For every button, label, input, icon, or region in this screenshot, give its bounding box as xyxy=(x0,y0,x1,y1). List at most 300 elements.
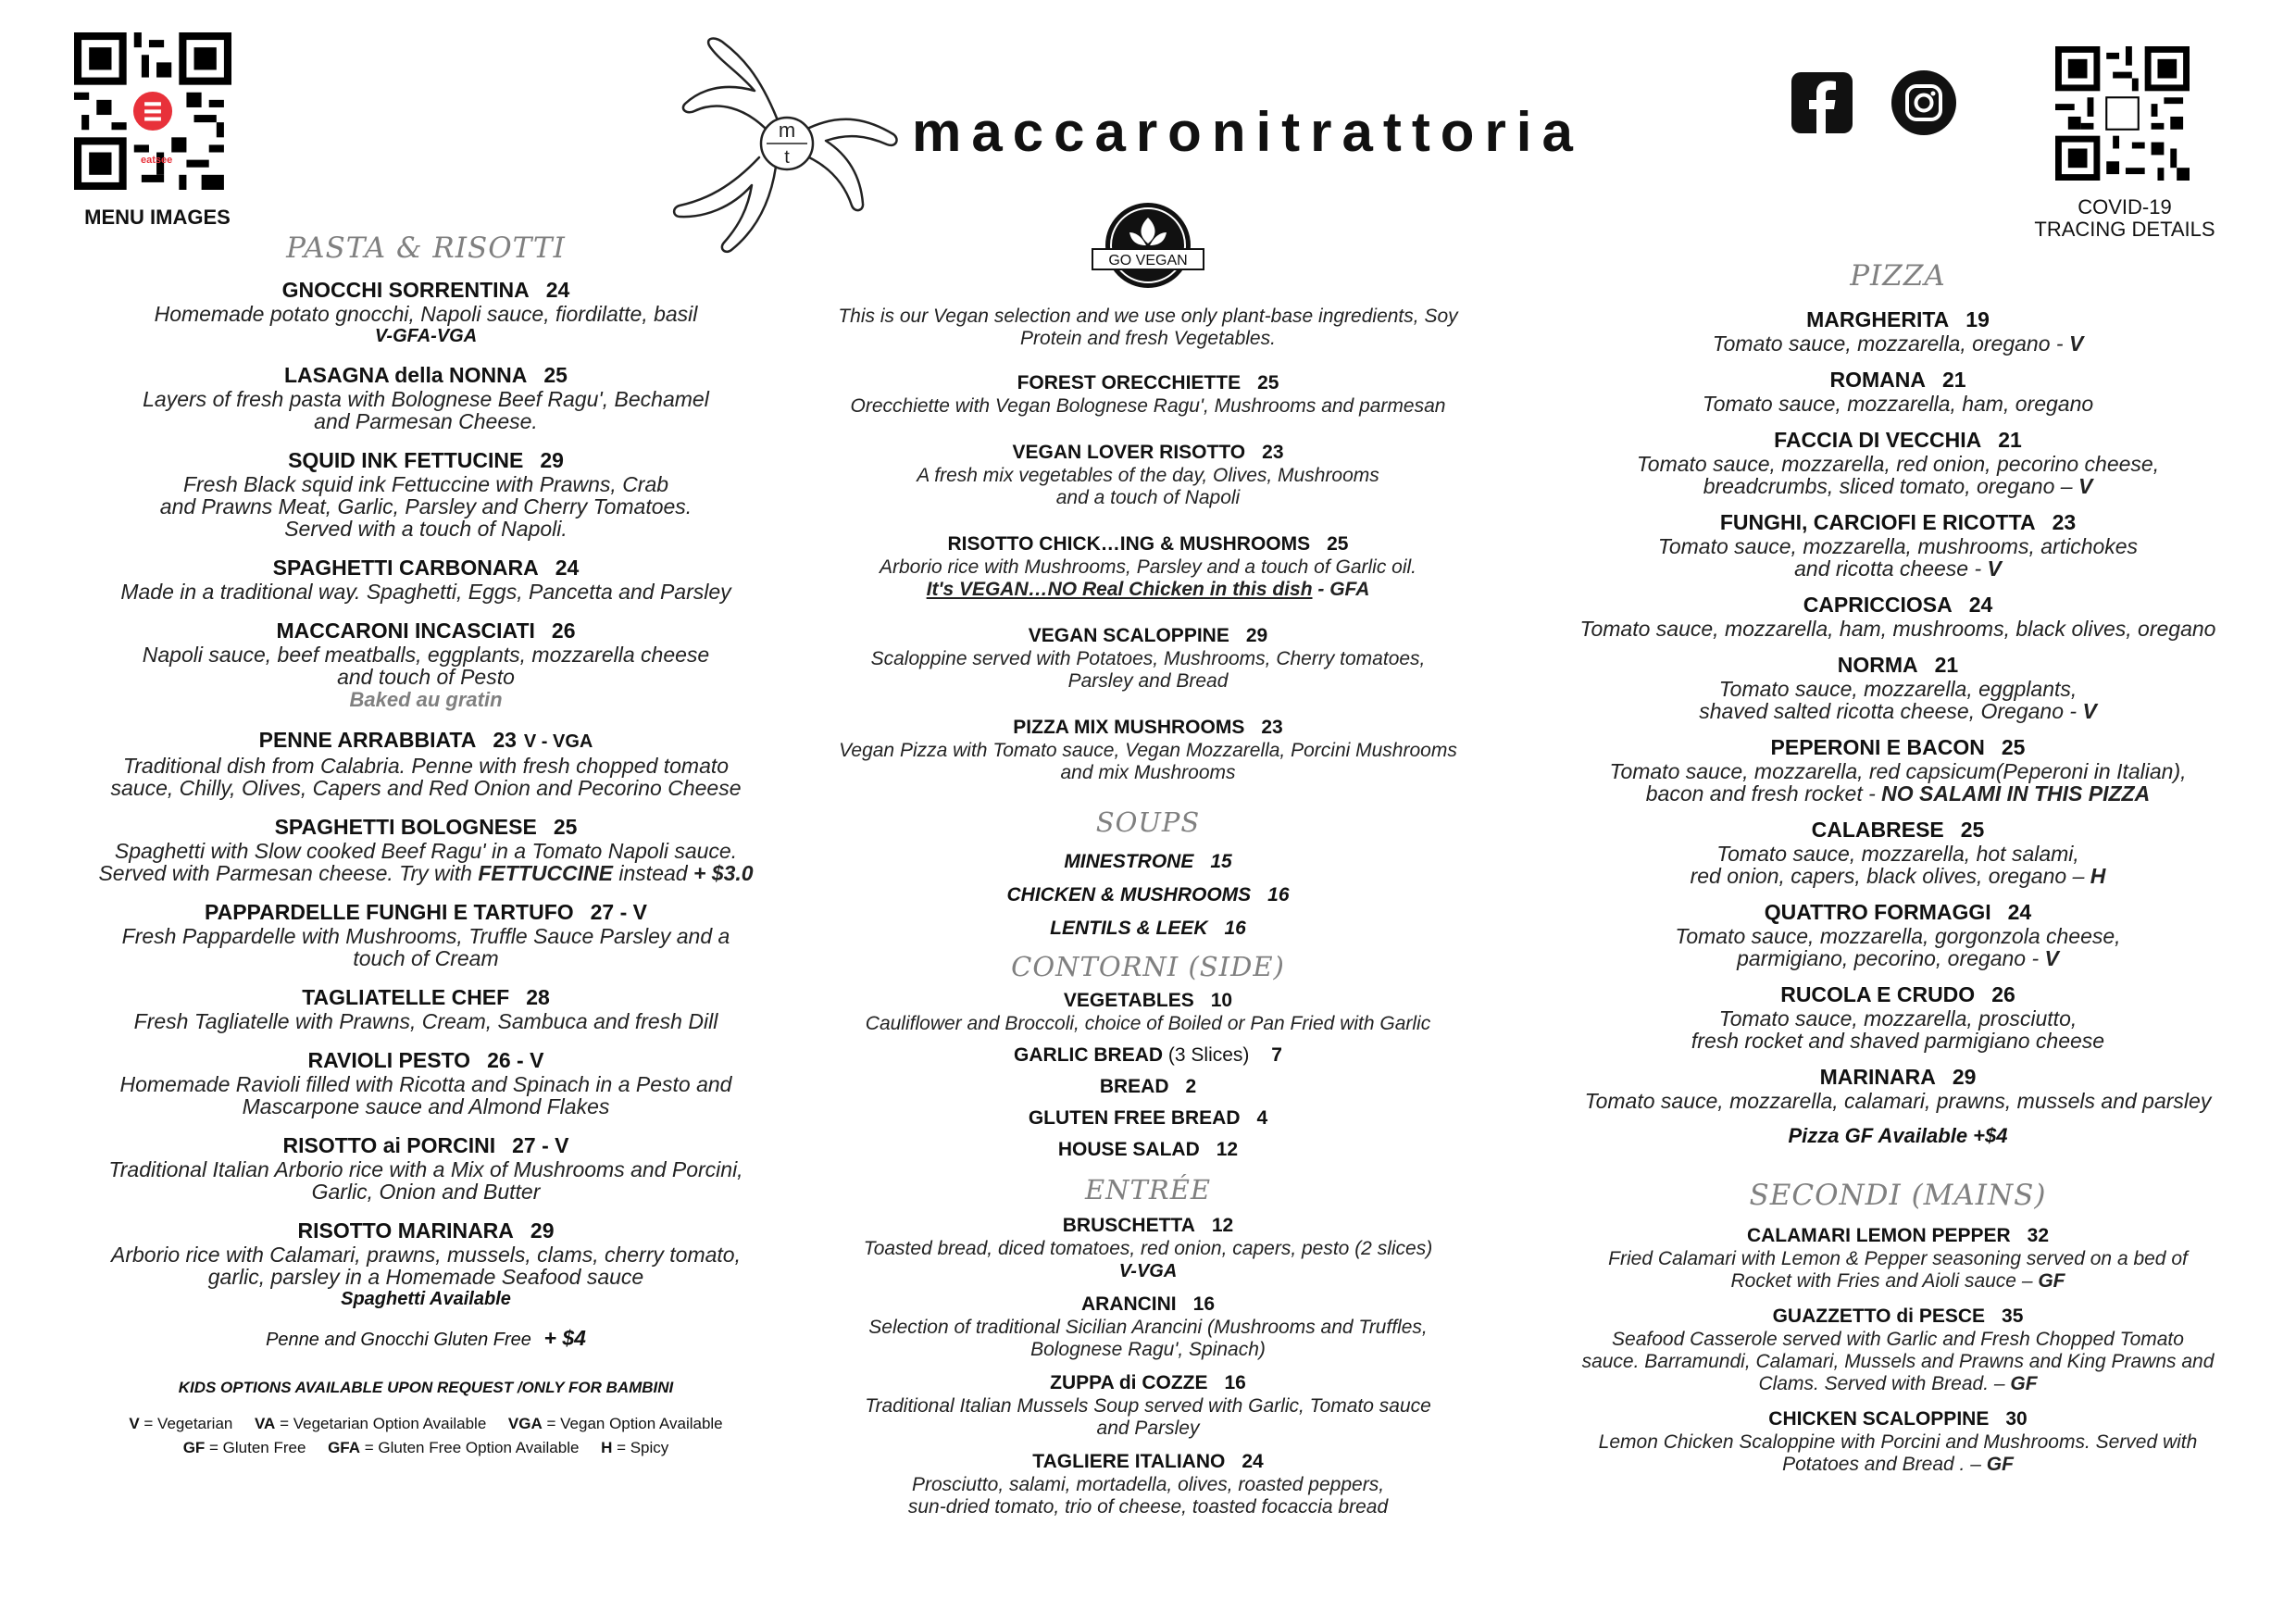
item-desc-text: Traditional Italian Mussels Soup served with Garlic, Tomato sauce xyxy=(865,1395,1431,1417)
soup-item xyxy=(805,884,1491,906)
item-desc-line xyxy=(1532,557,2264,580)
item-desc-text: Potatoes and Bread . – xyxy=(1782,1454,1987,1475)
item-desc-line xyxy=(56,1158,796,1181)
item-price: 16 xyxy=(1224,1372,1246,1393)
item-vegan-tail: - GFA xyxy=(1312,579,1370,600)
item-desc xyxy=(1532,925,2264,969)
vegan-intro-line: Protein and fresh Vegetables. xyxy=(1020,328,1276,349)
item-desc-text: and Parsley xyxy=(1096,1418,1200,1439)
menu-item xyxy=(805,370,1491,418)
item-name: GNOCCHI SORRENTINA xyxy=(281,278,530,302)
item-desc-text: Served with a touch of Napoli. xyxy=(284,517,568,541)
item-mark: V xyxy=(2078,474,2093,498)
covid-line-1: COVID-19 xyxy=(2078,195,2172,219)
item-price: 12 xyxy=(1216,1139,1239,1160)
instagram-link[interactable] xyxy=(1891,70,1956,140)
item-desc xyxy=(56,581,796,603)
menu-item xyxy=(1532,510,2264,580)
item-desc-line xyxy=(1532,925,2264,947)
item-name: BRUSCHETTA xyxy=(1062,1215,1195,1236)
item-desc-text: Tomato sauce, mozzarella, red capsicum(Peperoni in Italian), xyxy=(1609,759,2187,783)
item-desc-line xyxy=(1532,760,2264,782)
item-desc xyxy=(1532,678,2264,722)
facebook-icon xyxy=(1791,72,1853,133)
kids-options: KIDS OPTIONS AVAILABLE UPON REQUEST /ONLY FOR BAMBINI xyxy=(178,1379,674,1396)
item-desc-line xyxy=(56,777,796,799)
item-price: 25 xyxy=(1960,818,1985,842)
item-name: HOUSE SALAD xyxy=(1057,1139,1200,1160)
item-name: RUCOLA E CRUDO xyxy=(1780,982,1976,1006)
item-price: 27 - V xyxy=(590,900,648,924)
item-extra: Baked au gratin xyxy=(349,688,503,711)
item-price: 25 xyxy=(2001,735,2026,759)
item-price: 26 xyxy=(1991,982,2015,1006)
item-desc-line xyxy=(56,581,796,603)
legend xyxy=(56,1412,796,1460)
item-name: CHICKEN SCALOPPINE xyxy=(1768,1408,1990,1430)
menu-item xyxy=(56,278,796,347)
item-desc xyxy=(805,740,1491,784)
item-name: CALABRESE xyxy=(1811,818,1944,842)
menu-item xyxy=(56,1218,796,1310)
item-mark: V xyxy=(2082,699,2097,723)
item-name-row xyxy=(805,1370,1491,1395)
item-desc-line xyxy=(805,579,1491,601)
item-desc-line xyxy=(1532,453,2264,475)
item-desc-text: and Prawns Meat, Garlic, Parsley and Cherry Tomatoes. xyxy=(159,494,693,518)
gf-note xyxy=(56,1326,796,1351)
eatsee-qr-code[interactable] xyxy=(74,32,231,194)
item-desc-line xyxy=(1532,332,2264,355)
item-name-row xyxy=(56,448,796,473)
item-mark: NO SALAMI IN THIS PIZZA xyxy=(1881,781,2151,806)
item-desc-line xyxy=(56,840,796,862)
item-desc-text: and mix Mushrooms xyxy=(1060,762,1236,783)
side-item xyxy=(805,1107,1491,1130)
item-name: FOREST ORECCHIETTE xyxy=(1017,372,1242,394)
menu-item xyxy=(56,900,796,969)
menu-item xyxy=(1532,307,2264,355)
item-desc-line xyxy=(1532,475,2264,497)
pizza-items xyxy=(1532,307,2264,1112)
item-desc xyxy=(805,1395,1491,1440)
item-desc xyxy=(56,1073,796,1118)
legend-value: = Vegetarian Option Available xyxy=(275,1415,487,1432)
item-desc-line xyxy=(1532,700,2264,722)
item-price: 2 xyxy=(1185,1076,1197,1097)
item-desc-text: sun-dried tomato, trio of cheese, toasted focaccia bread xyxy=(907,1496,1389,1518)
item-desc-line xyxy=(805,1474,1491,1496)
item-name-row xyxy=(805,623,1491,648)
item-desc-line xyxy=(1532,1454,2264,1476)
item-desc-line xyxy=(56,410,796,432)
item-desc-line xyxy=(1532,782,2264,805)
item-name: PEPERONI E BACON xyxy=(1770,735,1985,759)
pasta-section-title: PASTA & RISOTTI xyxy=(286,231,566,265)
item-price: 21 xyxy=(1998,428,2022,452)
item-desc-text: and a touch of Napoli xyxy=(1055,487,1241,508)
legend-row-2 xyxy=(56,1436,796,1460)
item-desc-text: Mascarpone sauce and Almond Flakes xyxy=(242,1094,610,1118)
item-name-row xyxy=(56,900,796,925)
item-desc-text: Made in a traditional way. Spaghetti, Eggs, Pancetta and Parsley xyxy=(120,580,731,604)
item-desc-text: Fresh Pappardelle with Mushrooms, Truffle Sauce Parsley and a xyxy=(121,924,730,948)
item-price: 25 xyxy=(1327,533,1349,555)
legend-key: GF xyxy=(182,1439,206,1456)
menu-item xyxy=(1532,900,2264,969)
item-desc xyxy=(56,388,796,432)
item-desc xyxy=(805,648,1491,693)
item-desc-line xyxy=(56,925,796,947)
item-name: CALAMARI LEMON PEPPER xyxy=(1746,1225,2011,1246)
item-desc xyxy=(1532,453,2264,497)
item-name: VEGETABLES xyxy=(1063,990,1194,1011)
item-desc-text: Napoli sauce, beef meatballs, eggplants, mozzarella cheese xyxy=(142,643,710,667)
item-name: VEGAN LOVER RISOTTO xyxy=(1012,442,1246,463)
item-desc-line xyxy=(1532,1431,2264,1454)
item-desc-text: Toasted bread, diced tomatoes, red onion, capers, pesto (2 slices) xyxy=(863,1238,1433,1259)
pasta-column xyxy=(56,231,796,1460)
legend-value: = Gluten Free xyxy=(205,1439,306,1456)
item-price: 29 xyxy=(530,1218,555,1243)
item-desc-line xyxy=(805,1395,1491,1418)
side-item xyxy=(805,1076,1491,1098)
item-name: RISOTTO ai PORCINI xyxy=(282,1133,496,1157)
soup-items xyxy=(805,851,1491,940)
item-mark: H xyxy=(2090,864,2106,888)
item-price: 4 xyxy=(1256,1107,1268,1129)
item-desc-line xyxy=(1532,843,2264,865)
item-desc xyxy=(56,925,796,969)
item-desc-line xyxy=(56,518,796,540)
item-name: MACCARONI INCASCIATI xyxy=(276,618,535,643)
brand-name: maccaronitrattoria xyxy=(912,101,1583,163)
menu-item xyxy=(805,531,1491,601)
item-desc-line xyxy=(805,1418,1491,1440)
item-desc-line xyxy=(805,556,1491,579)
item-name: GARLIC BREAD xyxy=(1014,1044,1164,1066)
entree-section-title: ENTRÉE xyxy=(1084,1174,1212,1206)
soup-item xyxy=(805,851,1491,873)
logo-letter-t: t xyxy=(784,147,790,168)
item-desc-line xyxy=(1532,1030,2264,1052)
item-desc-line xyxy=(1532,1248,2264,1270)
item-desc-line xyxy=(56,755,796,777)
item-name: CHICKEN & MUSHROOMS xyxy=(1006,884,1252,906)
item-price: 35 xyxy=(2002,1305,2024,1327)
legend-key: GFA xyxy=(328,1439,361,1456)
item-desc xyxy=(1532,393,2264,415)
menu-item xyxy=(56,556,796,603)
item-mark: V xyxy=(2068,331,2084,356)
item-desc-text: Bolognese Ragu', Spinach) xyxy=(1030,1339,1266,1360)
item-vegan-note: It's VEGAN…NO Real Chicken in this dish xyxy=(926,579,1313,600)
item-desc-text: Orecchiette with Vegan Bolognese Ragu', Mushrooms and parmesan xyxy=(850,395,1446,417)
item-desc xyxy=(1532,843,2264,887)
item-desc-line xyxy=(805,487,1491,509)
item-name-row xyxy=(56,728,796,755)
item-mark: GF xyxy=(2038,1270,2065,1292)
item-price: 25 xyxy=(543,363,568,387)
item-desc-text: Layers of fresh pasta with Bolognese Beef Ragu', Bechamel xyxy=(143,387,709,411)
menu-item xyxy=(56,985,796,1032)
item-name: FACCIA DI VECCHIA xyxy=(1774,428,1982,452)
vegan-intro-line: This is our Vegan selection and we use only plant-base ingredients, Soy xyxy=(838,306,1458,327)
menu-item xyxy=(56,618,796,712)
item-name-row xyxy=(805,1449,1491,1474)
item-name-row xyxy=(1532,1223,2264,1248)
item-price: 26 xyxy=(551,618,576,643)
item-desc-text: Fried Calamari with Lemon & Pepper seasoning served on a bed of xyxy=(1608,1248,2188,1269)
item-price: 16 xyxy=(1192,1293,1216,1315)
menu-item xyxy=(1532,428,2264,497)
menu-item xyxy=(56,448,796,540)
covid-qr-code[interactable] xyxy=(2055,46,2190,185)
item-desc-text: fresh rocket and shaved parmigiano cheese xyxy=(1691,1029,2105,1053)
menu-item xyxy=(805,715,1491,784)
item-name: RAVIOLI PESTO xyxy=(307,1048,471,1072)
item-desc xyxy=(805,465,1491,509)
item-desc-line xyxy=(1532,618,2264,640)
item-desc-line xyxy=(805,648,1491,670)
go-vegan-text: GO VEGAN xyxy=(1108,253,1188,269)
item-desc xyxy=(56,1158,796,1203)
item-name-row xyxy=(805,531,1491,556)
item-note: (3 Slices) xyxy=(1167,1044,1250,1066)
item-desc-text: Homemade potato gnocchi, Napoli sauce, fiordilatte, basil xyxy=(154,302,698,326)
item-desc-line xyxy=(805,762,1491,784)
item-desc-line xyxy=(56,862,796,884)
item-mark: GF xyxy=(1986,1454,2014,1475)
item-desc-text: Tomato sauce, mozzarella, gorgonzola cheese, xyxy=(1675,924,2121,948)
item-price: 16 xyxy=(1267,884,1290,906)
item-desc-line xyxy=(56,495,796,518)
item-desc xyxy=(56,1010,796,1032)
item-desc-line xyxy=(805,1496,1491,1518)
menu-item xyxy=(1532,593,2264,640)
item-mark: V xyxy=(2044,946,2059,970)
item-desc-text: Traditional dish from Calabria. Penne with fresh chopped tomato xyxy=(122,754,730,778)
item-desc xyxy=(805,556,1491,601)
item-name-row xyxy=(1532,982,2264,1007)
item-desc: Cauliflower and Broccoli, choice of Boiled or Pan Fried with Garlic xyxy=(865,1013,1431,1034)
item-name-row xyxy=(56,1048,796,1073)
menu-item xyxy=(1532,982,2264,1052)
item-desc-line xyxy=(1532,535,2264,557)
menu-item xyxy=(805,1292,1491,1361)
menu-item xyxy=(1532,818,2264,887)
menu-images-label: MENU IMAGES xyxy=(84,206,231,229)
contorni-section-title: CONTORNI (SIDE) xyxy=(1011,951,1285,982)
menu-item xyxy=(56,1133,796,1203)
legend-key: H xyxy=(601,1439,613,1456)
item-price: 24 xyxy=(1968,593,1993,617)
item-desc-line xyxy=(56,1266,796,1288)
item-name-row xyxy=(805,1213,1491,1238)
item-price: 16 xyxy=(1224,918,1246,939)
item-desc-text: Parsley and Bread xyxy=(1067,670,1229,692)
item-name: RISOTTO MARINARA xyxy=(297,1218,514,1243)
item-name-row xyxy=(1532,307,2264,332)
legend-value: = Vegetarian xyxy=(139,1415,233,1432)
item-desc-text: parmigiano, pecorino, oregano - xyxy=(1737,946,2045,970)
item-desc-text: Rocket with Fries and Aioli sauce – xyxy=(1730,1270,2039,1292)
item-name: PENNE ARRABBIATA xyxy=(258,728,477,752)
item-desc xyxy=(1532,1090,2264,1112)
item-desc-line xyxy=(805,670,1491,693)
item-price: 28 xyxy=(526,985,550,1009)
instagram-icon xyxy=(1891,70,1956,135)
item-name-row xyxy=(1532,368,2264,393)
menu-item xyxy=(805,1370,1491,1440)
secondi-items xyxy=(1532,1223,2264,1476)
soup-item xyxy=(805,918,1491,940)
item-name: BREAD xyxy=(1099,1076,1169,1097)
menu-item xyxy=(805,440,1491,509)
item-price: 24 xyxy=(555,556,580,580)
menu-item xyxy=(1532,735,2264,805)
item-desc-line xyxy=(1532,393,2264,415)
item-desc-line xyxy=(1532,1090,2264,1112)
item-desc-text: sauce, Chilly, Olives, Capers and Red Onion and Pecorino Cheese xyxy=(110,776,742,800)
item-name-row xyxy=(805,370,1491,395)
item-name-row xyxy=(56,556,796,581)
item-price: 26 - V xyxy=(487,1048,544,1072)
item-name-row xyxy=(1532,1304,2264,1329)
legend-value: = Vegan Option Available xyxy=(542,1415,723,1432)
item-desc-text: Fresh Tagliatelle with Prawns, Cream, Sambuca and fresh Dill xyxy=(133,1009,718,1033)
item-price: 23 xyxy=(1261,717,1283,738)
vegan-column xyxy=(805,306,1491,1528)
item-name: TAGLIERE ITALIANO xyxy=(1032,1451,1226,1472)
menu-item-vegetables xyxy=(805,988,1491,1035)
item-desc xyxy=(1532,1248,2264,1293)
item-tag: V-GFA-VGA xyxy=(374,326,478,346)
item-desc-text: touch of Cream xyxy=(353,946,499,970)
item-desc-line xyxy=(1532,947,2264,969)
item-price: 12 xyxy=(1211,1215,1234,1236)
item-name: QUATTRO FORMAGGI xyxy=(1764,900,1991,924)
item-desc xyxy=(805,1317,1491,1361)
item-desc-bold: FETTUCCINE xyxy=(478,861,614,885)
item-name: GUAZZETTO di PESCE xyxy=(1772,1305,1986,1327)
item-desc-text: instead xyxy=(613,861,693,885)
item-price: 24 xyxy=(1242,1451,1264,1472)
item-price: 10 xyxy=(1210,990,1233,1011)
qr-code-icon xyxy=(2055,46,2190,181)
menu-item xyxy=(805,623,1491,693)
item-desc-text: Tomato sauce, mozzarella, red onion, pecorino cheese, xyxy=(1636,452,2160,476)
item-name-row xyxy=(1532,1065,2264,1090)
item-desc-line xyxy=(56,303,796,325)
item-name: MARGHERITA xyxy=(1806,307,1950,331)
menu-item xyxy=(1532,1406,2264,1476)
item-desc xyxy=(805,1474,1491,1518)
side-item xyxy=(805,1139,1491,1161)
item-name: ARANCINI xyxy=(1080,1293,1177,1315)
item-desc-text: garlic, parsley in a Homemade Seafood sauce xyxy=(207,1265,644,1289)
item-price: 27 - V xyxy=(512,1133,569,1157)
menu-item xyxy=(56,815,796,884)
item-name: ROMANA xyxy=(1829,368,1926,392)
item-name: RISOTTO CHICK…ING & MUSHROOMS xyxy=(947,533,1311,555)
pizza-column xyxy=(1532,259,2264,1487)
item-name: MARINARA xyxy=(1819,1065,1936,1089)
item-desc-line xyxy=(1532,1270,2264,1293)
item-price: 24 xyxy=(545,278,570,302)
item-desc xyxy=(56,303,796,325)
item-desc-text: Scaloppine served with Potatoes, Mushrooms, Cherry tomatoes, xyxy=(870,648,1426,669)
item-name: CAPRICCIOSA xyxy=(1803,593,1953,617)
item-desc-line xyxy=(805,395,1491,418)
legend-key: VA xyxy=(254,1415,276,1432)
qr-code-icon xyxy=(74,32,231,190)
item-desc-line xyxy=(1532,1373,2264,1395)
item-desc-text: bacon and fresh rocket - xyxy=(1645,781,1882,806)
item-name: NORMA xyxy=(1837,653,1918,677)
menu-item-garlic-bread xyxy=(805,1044,1491,1067)
item-desc xyxy=(56,840,796,884)
item-name-row xyxy=(805,1292,1491,1317)
item-desc-text: Tomato sauce, mozzarella, calamari, prawns, mussels and parsley xyxy=(1584,1089,2212,1113)
item-desc-text: Arborio rice with Mushrooms, Parsley and a touch of Garlic oil. xyxy=(879,556,1417,578)
item-desc-line xyxy=(1532,1007,2264,1030)
item-name-row xyxy=(1532,593,2264,618)
item-desc xyxy=(56,1243,796,1288)
go-vegan-badge xyxy=(1083,199,1213,296)
item-desc-text: Vegan Pizza with Tomato sauce, Vegan Mozzarella, Porcini Mushrooms xyxy=(839,740,1457,761)
item-name: MINESTRONE xyxy=(1064,851,1194,872)
item-desc-line xyxy=(56,1243,796,1266)
item-name-row xyxy=(1532,900,2264,925)
item-price: 30 xyxy=(2005,1408,2028,1430)
item-name: PIZZA MIX MUSHROOMS xyxy=(1013,717,1245,738)
item-desc-line xyxy=(1532,1329,2264,1351)
item-price: 19 xyxy=(1965,307,1990,331)
item-price: 32 xyxy=(2027,1225,2050,1246)
item-desc-line xyxy=(56,473,796,495)
item-name-row xyxy=(1532,1406,2264,1431)
item-desc-text: Tomato sauce, mozzarella, mushrooms, artichokes xyxy=(1657,534,2139,558)
item-desc-text: and ricotta cheese - xyxy=(1794,556,1988,581)
item-mark: V xyxy=(1987,556,2002,581)
item-desc-line xyxy=(56,388,796,410)
facebook-link[interactable] xyxy=(1791,72,1853,138)
covid-tracing-label xyxy=(2028,196,2222,241)
item-desc xyxy=(1532,1329,2264,1395)
gf-note-price: + $4 xyxy=(543,1326,586,1350)
item-desc-line xyxy=(56,1095,796,1118)
item-mark: GF xyxy=(2010,1373,2038,1394)
item-price: 25 xyxy=(1257,372,1279,394)
pizza-section-title: PIZZA xyxy=(1850,259,1946,293)
menu-item xyxy=(805,1213,1491,1282)
item-desc-line xyxy=(56,947,796,969)
item-desc xyxy=(1532,1007,2264,1052)
item-desc xyxy=(56,473,796,540)
item-desc-text: shaved salted ricotta cheese, Oregano - xyxy=(1699,699,2083,723)
legend-value: = Spicy xyxy=(612,1439,669,1456)
item-name-row xyxy=(1532,510,2264,535)
item-name: GLUTEN FREE BREAD xyxy=(1028,1107,1241,1129)
item-price: 25 xyxy=(553,815,578,839)
item-desc-line xyxy=(805,1317,1491,1339)
item-desc-line xyxy=(805,740,1491,762)
item-tag: Spaghetti Available xyxy=(341,1289,511,1309)
menu-item xyxy=(805,1449,1491,1518)
item-desc-text: Fresh Black squid ink Fettuccine with Prawns, Crab xyxy=(182,472,669,496)
covid-line-2: TRACING DETAILS xyxy=(2034,218,2215,241)
